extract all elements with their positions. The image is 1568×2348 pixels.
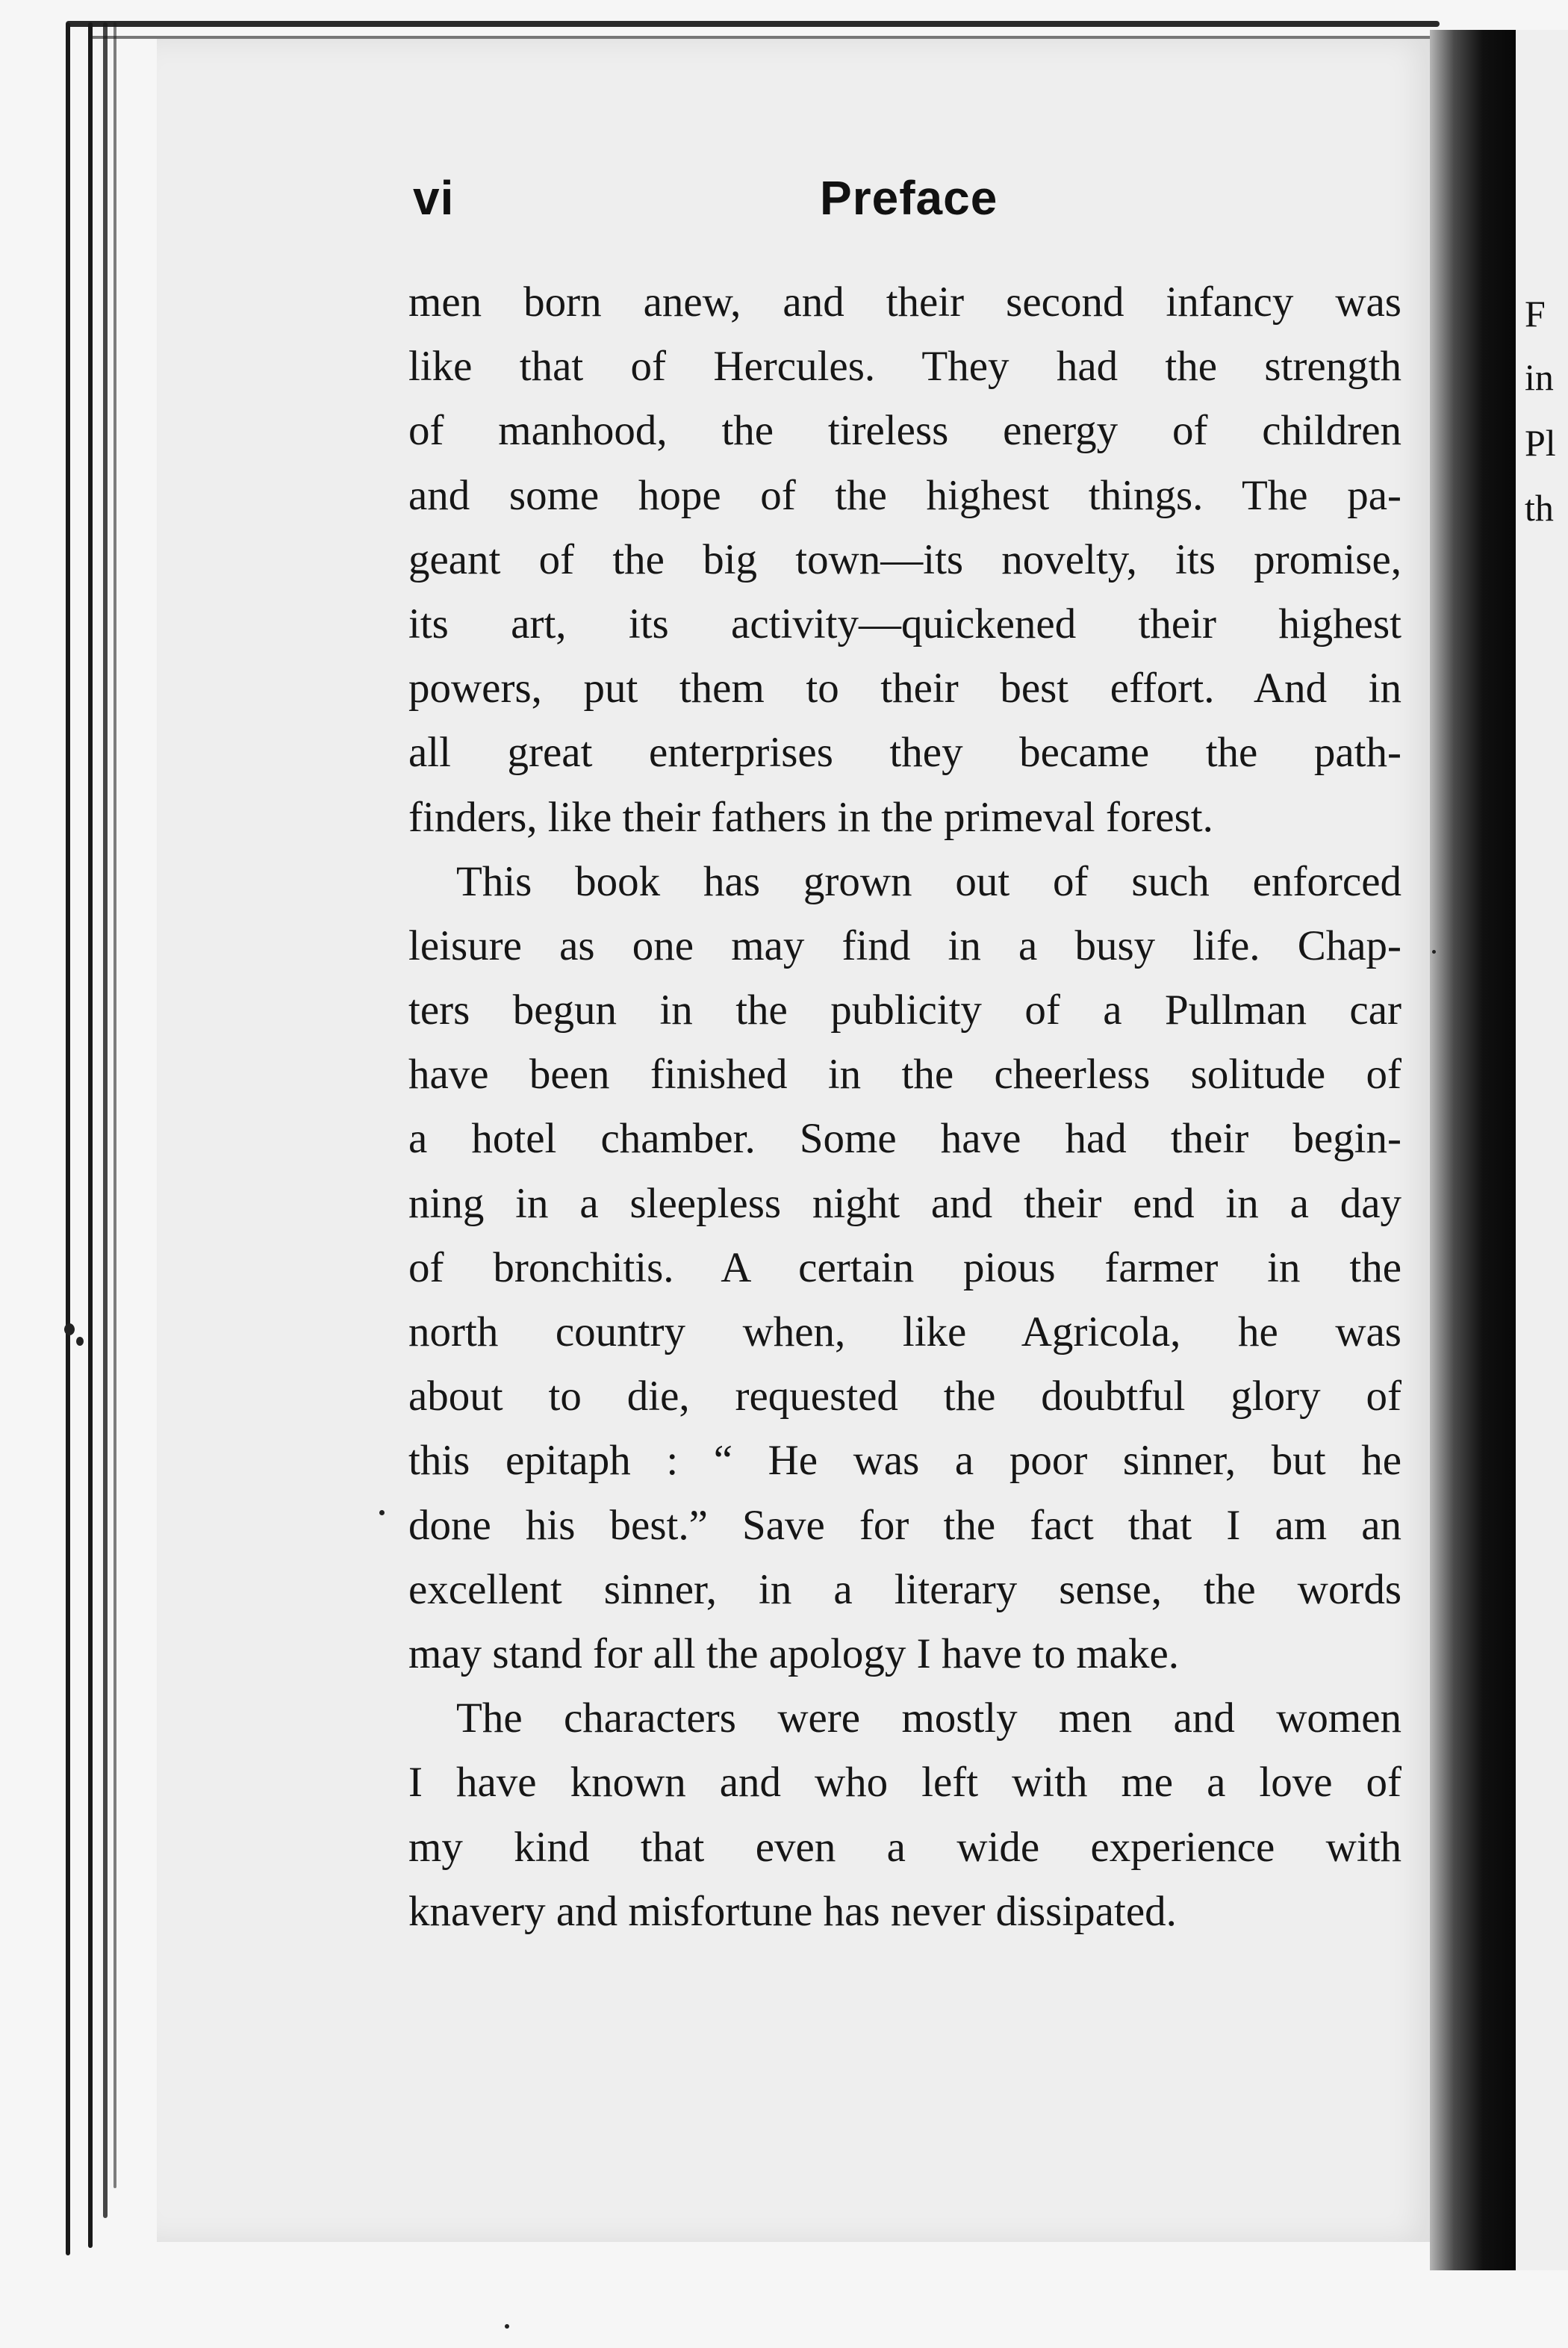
scan-speck: [64, 1323, 75, 1335]
text-line: knavery and misfortune has never dissipated.: [408, 1887, 1177, 1935]
text-line: about to die, requested the doubtful glory of: [408, 1373, 1401, 1420]
text-line: this epitaph : “ He was a poor sinner, but he: [408, 1437, 1401, 1485]
scan-speck: [505, 2324, 509, 2329]
text-line: geant of the big town—its novelty, its promise,: [408, 535, 1401, 583]
page-stack-edge: [103, 22, 108, 2218]
text-line: of manhood, the tireless energy of children: [408, 407, 1401, 455]
facing-page-fragment: Pl: [1525, 422, 1556, 464]
text-line: its art, its activity—quickened their highest: [408, 600, 1401, 647]
text-line: The characters were mostly men and women: [456, 1695, 1401, 1742]
text-line: all great enterprises they became the path-: [408, 729, 1401, 777]
scan-speck: [76, 1337, 84, 1346]
page-stack-edge: [113, 22, 116, 2188]
text-line: and some hope of the highest things. The pa-: [408, 471, 1401, 519]
facing-page-fragment: th: [1525, 487, 1554, 529]
page-number: vi: [413, 171, 455, 225]
scan-speck: [379, 1510, 385, 1515]
text-line: like that of Hercules. They had the strength: [408, 343, 1401, 391]
facing-page-fragment: F: [1525, 293, 1546, 335]
text-line: have been finished in the cheerless solitude of: [408, 1051, 1401, 1099]
page-stack-edge: [66, 22, 70, 2255]
facing-page-fragment: in: [1525, 356, 1554, 398]
text-line: excellent sinner, in a literary sense, the words: [408, 1565, 1401, 1613]
preface-body: [408, 270, 1401, 1944]
text-line: powers, put them to their best effort. And in: [408, 665, 1401, 712]
text-line: men born anew, and their second infancy was: [408, 279, 1401, 326]
text-line: leisure as one may find in a busy life. Chap-: [408, 922, 1401, 969]
text-line: north country when, like Agricola, he was: [408, 1308, 1401, 1355]
facing-page-sliver: [1516, 30, 1568, 2270]
text-line: This book has grown out of such enforced: [456, 857, 1401, 905]
text-line: a hotel chamber. Some have had their begin-: [408, 1115, 1401, 1163]
text-line: finders, like their fathers in the primeval forest.: [408, 793, 1213, 841]
text-line: my kind that even a wide experience with: [408, 1823, 1401, 1871]
book-spine-shadow: [1430, 30, 1527, 2270]
page-stack-top-edge: [66, 21, 1440, 27]
text-line: done his best.” Save for the fact that I am an: [408, 1501, 1401, 1549]
text-line: may stand for all the apology I have to make.: [408, 1630, 1180, 1677]
page-title: Preface: [820, 171, 998, 225]
text-line: I have known and who left with me a love of: [408, 1759, 1401, 1807]
scan-speck: [1432, 950, 1436, 954]
text-line: of bronchitis. A certain pious farmer in the: [408, 1243, 1401, 1291]
page-stack-edge: [88, 22, 93, 2248]
text-line: ning in a sleepless night and their end in a day: [408, 1179, 1401, 1227]
text-line: ters begun in the publicity of a Pullman car: [408, 987, 1401, 1034]
